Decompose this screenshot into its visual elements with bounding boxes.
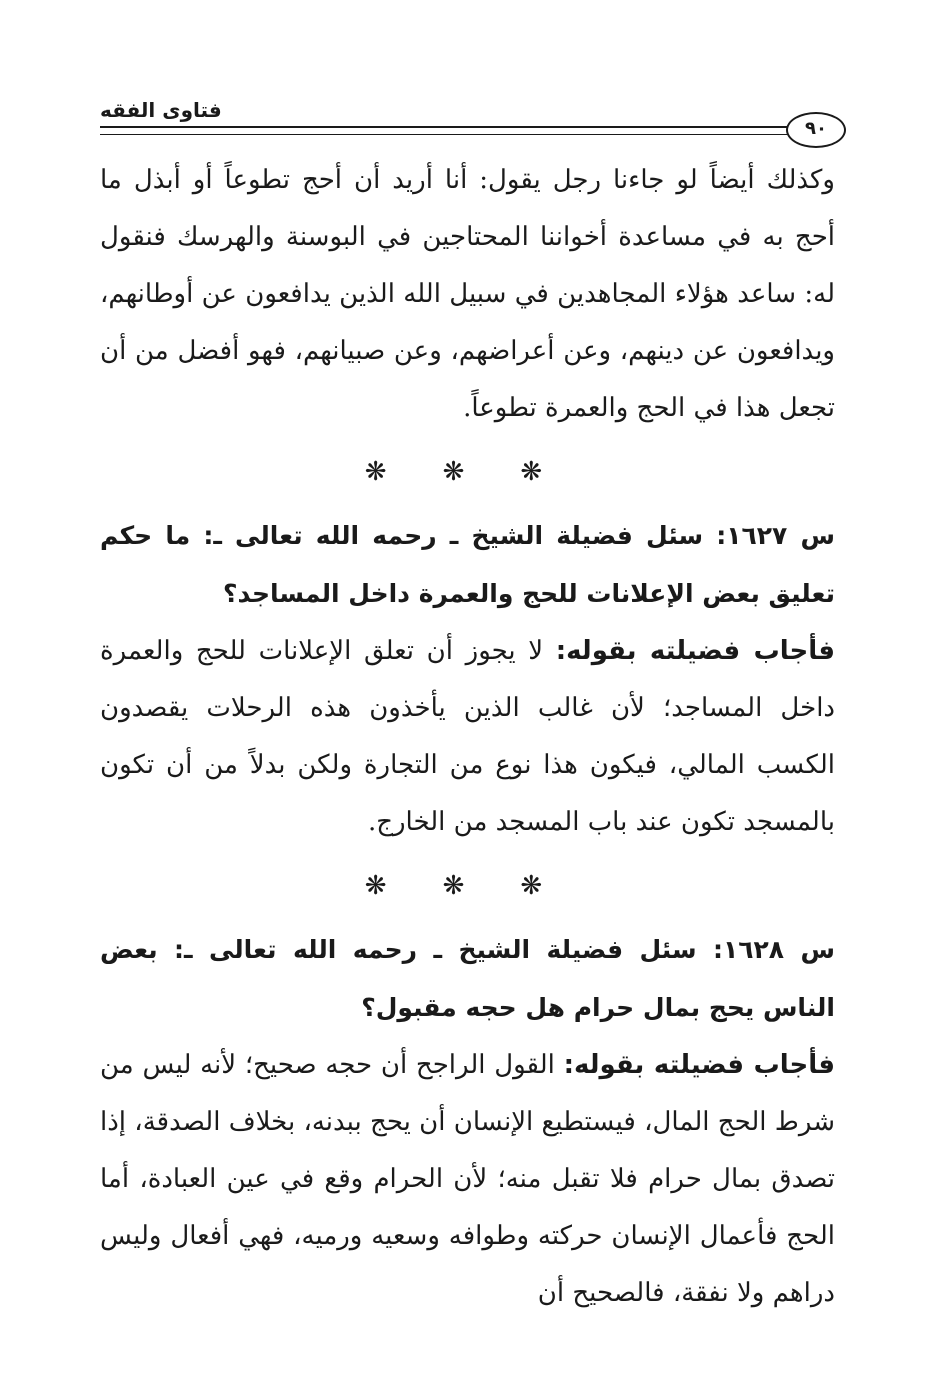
- question-number: س ١٦٢٨:: [713, 935, 835, 964]
- answer-1627: [100, 623, 835, 851]
- question-text: سئل فضيلة الشيخ ـ رحمه الله تعالى ـ: بعض الناس يحج بمال حرام هل حجه مقبول؟: [100, 935, 835, 1022]
- asterism-icon: ❋: [520, 871, 571, 901]
- question-number: س ١٦٢٧:: [716, 521, 835, 550]
- question-text: سئل فضيلة الشيخ ـ رحمه الله تعالى ـ: ما حكم تعليق بعض الإعلانات للحج والعمرة داخل المساجد؟: [100, 521, 835, 608]
- page-number-badge: ٩٠: [786, 112, 846, 148]
- asterism-icon: ❋: [520, 457, 571, 487]
- asterism-icon: ❋: [442, 871, 493, 901]
- header-rule: [100, 126, 800, 135]
- running-header-title: فتاوى الفقه: [100, 98, 222, 122]
- question-1628: [100, 921, 835, 1037]
- section-separator: [100, 437, 835, 507]
- page-body: [100, 152, 835, 1322]
- answer-1628: [100, 1037, 835, 1322]
- answer-lead: فأجاب فضيلته بقوله:: [555, 636, 835, 666]
- answer-lead: فأجاب فضيلته بقوله:: [563, 1050, 836, 1080]
- paragraph-continuation: وكذلك أيضاً لو جاءنا رجل يقول: أنا أريد أن أحج تطوعاً أو أبذل ما أحج به في مساعدة أخواننا المحتاجين في البوسنة والهرسك فنقول له: ساعد هؤلاء المجاهدين في سبيل الله الذين يدافعون عن أوطانهم، ويدافعون عن دينهم، وعن أعراضهم، وعن صبيانهم، فهو أفضل من أن تجعل هذا في الحج والعمرة تطوعاً.: [100, 165, 835, 423]
- asterism-icon: ❋: [364, 457, 415, 487]
- asterism-icon: ❋: [442, 457, 493, 487]
- answer-text: القول الراجح أن حجه صحيح؛ لأنه ليس من شرط الحج المال، فيستطيع الإنسان أن يحج ببدنه، بخلاف الصدقة، إذا تصدق بمال حرام فلا تقبل منه؛ لأن الحرام وقع في عين العبادة، أما الحج فأعمال الإنسان حركته وطوافه وسعيه ورميه، فهي أفعال وليس دراهم ولا نفقة، فالصحيح أن: [100, 1050, 835, 1308]
- asterism-icon: ❋: [364, 871, 415, 901]
- section-separator: [100, 851, 835, 921]
- question-1627: [100, 507, 835, 623]
- answer-text: لا يجوز أن تعلق الإعلانات للحج والعمرة داخل المساجد؛ لأن غالب الذين يأخذون هذه الرحلات يقصدون الكسب المالي، فيكون هذا نوع من التجارة ولكن بدلاً من أن تكون بالمسجد تكون عند باب المسجد من الخارج.: [100, 636, 835, 837]
